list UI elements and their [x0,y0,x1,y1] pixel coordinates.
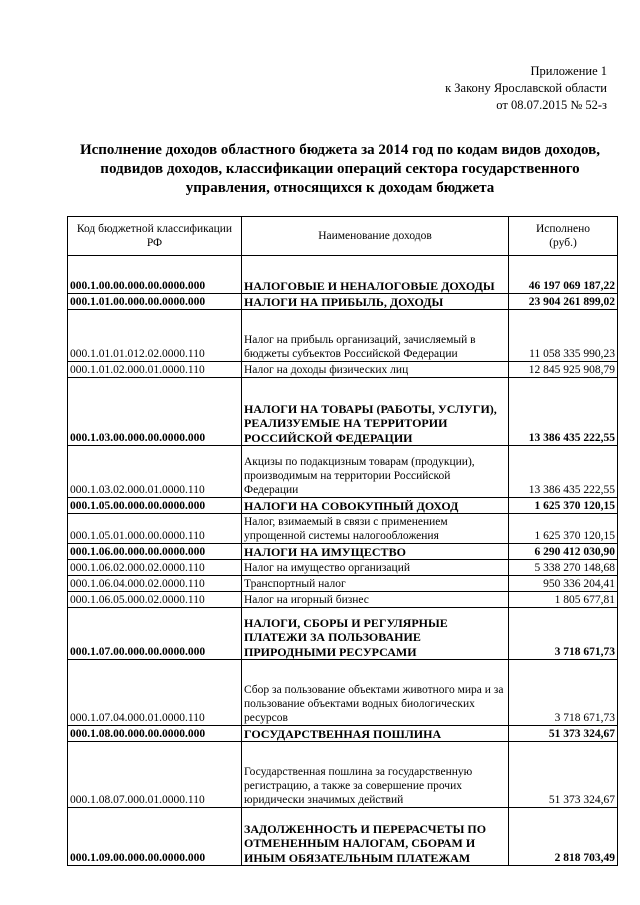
amount-cell: 5 338 270 148,68 [509,560,618,576]
title-line-2: подвидов доходов, классификации операций сектора государственного [100,161,580,177]
table-row [68,608,618,660]
table-row [68,256,618,294]
amount-cell: 950 336 204,41 [509,576,618,592]
code-cell: 000.1.01.02.000.01.0000.110 [68,362,242,378]
name-cell: Налог на доходы физических лиц [242,362,509,378]
amount-cell: 51 373 324,67 [509,726,618,742]
amount-cell: 12 845 925 908,79 [509,362,618,378]
code-cell: 000.1.07.00.000.00.0000.000 [68,608,242,660]
code-cell: 000.1.01.00.000.00.0000.000 [68,294,242,310]
code-cell: 000.1.00.00.000.00.0000.000 [68,256,242,294]
appendix-line-2: к Закону Ярославской области [445,81,607,95]
amount-cell: 13 386 435 222,55 [509,446,618,498]
appendix-line-1: Приложение 1 [530,64,607,78]
table-row [68,742,618,808]
table-row [68,446,618,498]
name-cell: Транспортный налог [242,576,509,592]
amount-cell: 1 625 370 120,15 [509,514,618,544]
table-body [68,256,618,866]
table-row [68,808,618,866]
header-amount-line-2: (руб.) [549,237,577,249]
code-cell: 000.1.05.01.000.00.0000.110 [68,514,242,544]
title-line-3: управления, относящихся к доходам бюджета [185,180,495,196]
code-cell: 000.1.03.02.000.01.0000.110 [68,446,242,498]
name-cell: ЗАДОЛЖЕННОСТЬ И ПЕРЕРАСЧЕТЫ ПО ОТМЕНЕННЫМ НАЛОГАМ, СБОРАМ И ИНЫМ ОБЯЗАТЕЛЬНЫМ ПЛАТЕЖАМ [242,808,509,866]
table-row [68,726,618,742]
name-cell: НАЛОГИ НА ТОВАРЫ (РАБОТЫ, УСЛУГИ), РЕАЛИЗУЕМЫЕ НА ТЕРРИТОРИИ РОССИЙСКОЙ ФЕДЕРАЦИИ [242,378,509,446]
code-cell: 000.1.09.00.000.00.0000.000 [68,808,242,866]
code-cell: 000.1.07.04.000.01.0000.110 [68,660,242,726]
code-cell: 000.1.03.00.000.00.0000.000 [68,378,242,446]
appendix-line-3: от 08.07.2015 № 52-з [496,98,607,112]
name-cell: ГОСУДАРСТВЕННАЯ ПОШЛИНА [242,726,509,742]
amount-cell: 6 290 412 030,90 [509,544,618,560]
name-cell: НАЛОГОВЫЕ И НЕНАЛОГОВЫЕ ДОХОДЫ [242,256,509,294]
document-title [60,141,620,198]
amount-cell: 1 805 677,81 [509,592,618,608]
code-cell: 000.1.06.04.000.02.0000.110 [68,576,242,592]
name-cell: Акцизы по подакцизным товарам (продукции), производимым на территории Российской Федерации [242,446,509,498]
table-row [68,362,618,378]
name-cell: Налог на имущество организаций [242,560,509,576]
name-cell: Налог на прибыль организаций, зачисляемый в бюджеты субъектов Российской Федерации [242,310,509,362]
header-amount [509,217,618,256]
amount-cell: 46 197 069 187,22 [509,256,618,294]
amount-cell: 2 818 703,49 [509,808,618,866]
table-row [68,544,618,560]
code-cell: 000.1.06.02.000.02.0000.110 [68,560,242,576]
name-cell: НАЛОГИ НА СОВОКУПНЫЙ ДОХОД [242,498,509,514]
revenue-table [67,216,618,866]
name-cell: Государственная пошлина за государственную регистрацию, а также за совершение прочих юридически значимых действий [242,742,509,808]
amount-cell: 3 718 671,73 [509,608,618,660]
code-cell: 000.1.08.00.000.00.0000.000 [68,726,242,742]
header-code: Код бюджетной классификации РФ [68,217,242,256]
name-cell: НАЛОГИ НА ИМУЩЕСТВО [242,544,509,560]
amount-cell: 51 373 324,67 [509,742,618,808]
amount-cell: 23 904 261 899,02 [509,294,618,310]
code-cell: 000.1.06.05.000.02.0000.110 [68,592,242,608]
table-row [68,294,618,310]
appendix-note [445,63,607,114]
table-row [68,498,618,514]
table-row [68,310,618,362]
table-row [68,660,618,726]
amount-cell: 3 718 671,73 [509,660,618,726]
code-cell: 000.1.06.00.000.00.0000.000 [68,544,242,560]
title-line-1: Исполнение доходов областного бюджета за 2014 год по кодам видов доходов, [79,142,601,158]
header-amount-line-1: Исполнено [535,223,591,235]
amount-cell: 11 058 335 990,23 [509,310,618,362]
amount-cell: 13 386 435 222,55 [509,378,618,446]
header-name: Наименование доходов [242,217,509,256]
table-row [68,592,618,608]
name-cell: Налог, взимаемый в связи с применением упрощенной системы налогообложения [242,514,509,544]
code-cell: 000.1.01.01.012.02.0000.110 [68,310,242,362]
name-cell: НАЛОГИ, СБОРЫ И РЕГУЛЯРНЫЕ ПЛАТЕЖИ ЗА ПОЛЬЗОВАНИЕ ПРИРОДНЫМИ РЕСУРСАМИ [242,608,509,660]
table-header-row [68,217,618,256]
table-row [68,576,618,592]
code-cell: 000.1.05.00.000.00.0000.000 [68,498,242,514]
name-cell: Налог на игорный бизнес [242,592,509,608]
name-cell: Сбор за пользование объектами животного мира и за пользование объектами водных биологических ресурсов [242,660,509,726]
amount-cell: 1 625 370 120,15 [509,498,618,514]
name-cell: НАЛОГИ НА ПРИБЫЛЬ, ДОХОДЫ [242,294,509,310]
code-cell: 000.1.08.07.000.01.0000.110 [68,742,242,808]
table-row [68,560,618,576]
table-row [68,378,618,446]
table-row [68,514,618,544]
